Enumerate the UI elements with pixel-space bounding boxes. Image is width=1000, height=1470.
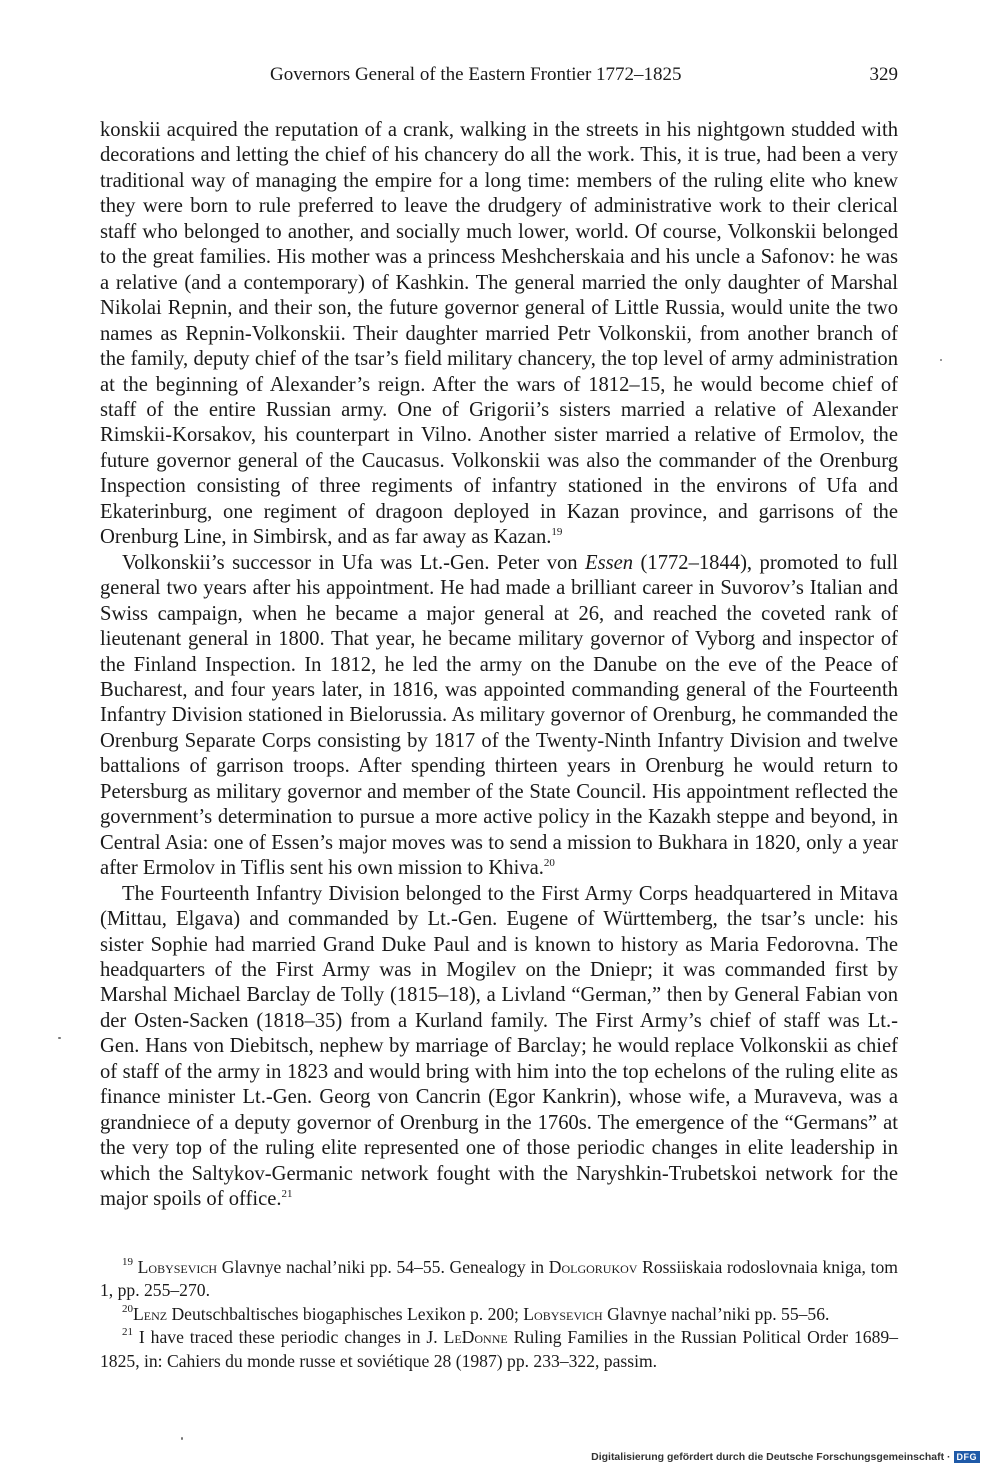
footnote-21-text-a: I have traced these periodic changes in J.: [133, 1327, 444, 1348]
footnotes: [100, 1256, 898, 1373]
running-title: Governors General of the Eastern Frontier 1772–1825: [270, 64, 682, 85]
footnote-21-number: 21: [122, 1326, 133, 1339]
footnote-20-author: Lenz: [133, 1303, 168, 1324]
essen-name: Essen: [585, 551, 634, 574]
footnote-21-text-b: Ruling Families in the Russian Political Order 1689–1825, in: Cahiers du monde russe et soviétique 28 (1987) pp. 233–322, passim.: [100, 1327, 898, 1371]
footnote-19-author: Lobysevich: [137, 1257, 218, 1277]
page-number: 329: [869, 64, 898, 85]
scan-speck: [58, 1037, 61, 1039]
footnote-19-author-2: Dolgorukov: [548, 1257, 638, 1277]
footnote-ref-21: 21: [281, 1188, 293, 1201]
scan-speck: [940, 359, 942, 361]
paragraph-2-text-b: (1772–1844), promoted to full general two years after his appointment. He had made a brilliant career in Suvorov’s Italian and Swiss campaign, when he became a major general at 26, and reached the coveted rank of lieutenant general in 1800. That year, he became military governor of Vyborg and inspector of the Finland Inspection. In 1812, he led the army on the Danube on the eve of the Peace of Bucharest, and four years later, in 1816, was appointed commanding general of the Fourteenth Infantry Division stationed in Bielorussia. As military governor of Orenburg, he commanded the Orenburg Separate Corps consisting by 1817 of the Twenty-Ninth Infantry Division and twelve battalions of garrison troops. After spending thirteen years in Orenburg he would return to Petersburg as military governor and member of the State Council. His appointment reflected the government’s determination to pursue a more active policy in the Kazakh steppe and beyond, in Central Asia: one of Essen’s major moves was to send a mission to Bukhara in 1820, only a year after Ermolov in Tiflis sent his own mission to Khiva.: [100, 551, 898, 880]
digitization-credit: [591, 1449, 980, 1465]
running-header: [100, 64, 898, 94]
footnote-20-number: 20: [122, 1302, 133, 1315]
paragraph-1: [100, 118, 898, 551]
digitization-credit-text: Digitalisierung gefördert durch die Deutsche Forschungsgemeinschaft ·: [591, 1451, 951, 1463]
body-text: [100, 118, 898, 1212]
paragraph-3-text: The Fourteenth Infantry Division belonged to the First Army Corps headquartered in Mitava (Mittau, Elgava) and commanded by Lt.-Gen. Eugene of Württemberg, the tsar’s uncle: his sister Sophie had married Grand Duke Paul and is known to history as Maria Fedorovna. The headquarters of the First Army was in Mogilev on the Dniepr; it was commanded first by Marshal Michael Barclay de Tolly (1815–18), a Livland “German,” then by General Fabian von der Osten-Sacken (1818–35) from a Kurland family. The First Army’s chief of staff was Lt.-Gen. Hans von Diebitsch, nephew by marriage of Barclay; he would replace Volkonskii as chief of staff of the army in 1823 and would bring with him into the top echelons of the ruling elite as finance minister Lt.-Gen. Georg von Cancrin (Egor Kankrin), whose wife, a Muraveva, was a grandniece of a deputy governor of Orenburg in the 1760s. The emergence of the “Germans” at the very top of the ruling elite represented one of those periodic changes in elite leadership in which the Saltykov-Germanic network fought with the Naryshkin-Trubetskoi network for the major spoils of office.: [100, 882, 898, 1211]
scan-speck: [181, 1437, 183, 1440]
paragraph-3: [100, 882, 898, 1213]
footnote-19-text-b: Rossiiskaia rodoslovnaia kniga, tom 1, pp. 255–270.: [100, 1257, 898, 1301]
footnote-21: [100, 1326, 898, 1373]
dfg-logo: DFG: [954, 1451, 981, 1463]
footnote-20-text-a: Deutschbaltisches biogaphisches Lexikon p. 200;: [167, 1303, 524, 1324]
paragraph-2: [100, 551, 898, 882]
footnote-19-number: 19: [122, 1256, 133, 1268]
footnote-19-text-a: Glavnye nachal’niki pp. 54–55. Genealogy in: [217, 1257, 549, 1277]
paragraph-2-text-a: Volkonskii’s successor in Ufa was Lt.-Gen. Peter von: [122, 551, 586, 574]
footnote-20-author-2: Lobysevich: [523, 1303, 603, 1324]
paragraph-1-text: konskii acquired the reputation of a crank, walking in the streets in his nightgown studded with decorations and letting the chief of his chancery do all the work. This, it is true, had been a very traditional way of managing the empire for a long time: members of the ruling elite who knew they were born to rule preferred to leave the drudgery of administrative work to their clerical staff who belonged to another, and socially much lower, world. Of course, Volkonskii belonged to the great families. His mother was a princess Meshcherskaia and his uncle a Safonov: he was a relative (and a contemporary) of Kashkin. The general married the only daughter of Marshal Nikolai Repnin, and their son, the future governor general of Little Russia, would unite the two names as Repnin-Volkonskii. Their daughter married Petr Volkonskii, from another branch of the family, deputy chief of the tsar’s field military chancery, the top level of army administration at the beginning of Alexander’s reign. After the wars of 1812–15, he would become chief of staff of the entire Russian army. One of Grigorii’s sisters married a relative of Alexander Rimskii-Korsakov, his counterpart in Vilno. Another sister married a relative of Ermolov, the future governor general of the Caucasus. Volkonskii was also the commander of the Orenburg Inspection consisting of three regiments of infantry stationed in the environs of Ufa and Ekaterinburg, one regiment of dragoon deployed in Kazan province, and garrisons of the Orenburg Line, in Simbirsk, and as far away as Kazan.: [100, 119, 898, 549]
footnote-ref-19: 19: [551, 526, 563, 539]
footnote-19: [100, 1256, 898, 1303]
footnote-21-author: LeDonne: [443, 1327, 508, 1348]
footnote-ref-20: 20: [543, 857, 555, 870]
footnote-20: [100, 1303, 898, 1326]
footnote-20-text-b: Glavnye nachal’niki pp. 55–56.: [602, 1303, 830, 1324]
